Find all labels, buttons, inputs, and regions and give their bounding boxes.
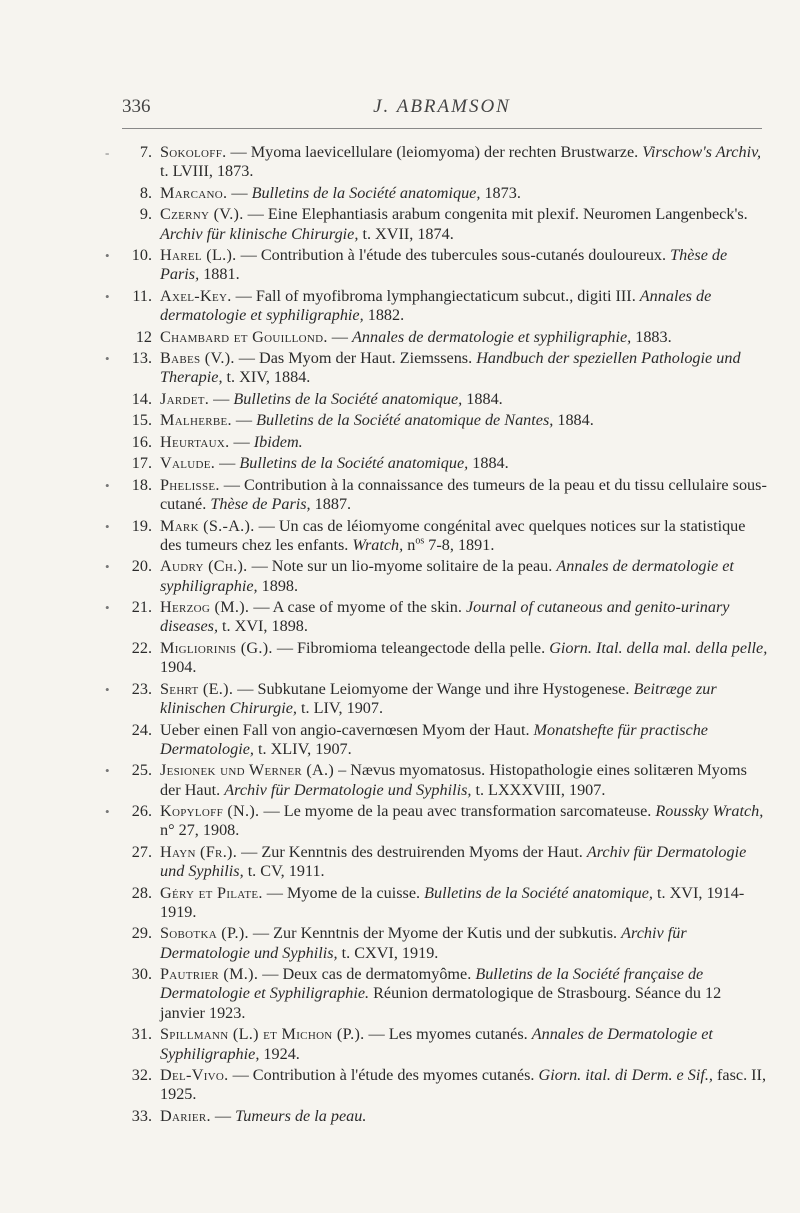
entry-author: Kopyloff (N.).: [160, 802, 260, 821]
entry-author: Sokoloff.: [160, 143, 227, 161]
entry-source-title: Annales de Dermatologie et Syphiligraphie,: [160, 1025, 713, 1063]
entry-text: — Zur Kenntnis des destruirenden Myoms der Haut.: [237, 842, 587, 861]
entry-source-title: Bulletins de la Société anatomique,: [251, 183, 481, 202]
running-title: J. ABRAMSON: [373, 96, 511, 117]
entry-source-title: Monatshefte für practische Dermatologie,: [160, 720, 708, 758]
entry-author: Axel-Key.: [160, 286, 232, 305]
entry-number: 27.: [131, 842, 152, 861]
entry-text: — Zur Kenntnis der Myome der Kutis und der subkutis.: [248, 924, 622, 943]
entry-margin-mark: •: [105, 248, 110, 264]
entry-author: Pautrier (M.).: [160, 965, 259, 984]
bibliography-entry: [105, 679, 768, 719]
bibliography-entry: [120, 1066, 768, 1105]
entry-source-title: Annales de dermatologie et syphiligraphie,: [160, 557, 734, 595]
entry-number: 10.: [131, 246, 152, 265]
entry-text: —: [229, 432, 254, 451]
bibliography-entry: [105, 286, 768, 326]
entry-text: 1882.: [363, 306, 405, 325]
entry-number: 23.: [131, 679, 152, 698]
entry-author: Phelisse.: [160, 475, 220, 494]
entry-text: 1884.: [468, 454, 509, 473]
entry-number: 21.: [131, 598, 152, 617]
entry-source-title: Thèse de Paris,: [160, 246, 728, 284]
entry-text: — Contribution à l'étude des myomes cutanés.: [228, 1066, 539, 1085]
entry-source-title: Journal of cutaneous and genito-urinary diseases,: [160, 598, 730, 636]
entry-number: 32.: [131, 1066, 152, 1085]
entry-number: 13.: [131, 349, 152, 368]
entry-number: 33.: [131, 1106, 152, 1125]
entry-text: —: [209, 389, 234, 408]
entry-number: 30.: [131, 965, 152, 984]
entry-margin-mark: •: [105, 600, 110, 616]
entry-author: Del-Vivo.: [160, 1066, 229, 1085]
entry-source-title: Giorn. Ital. della mal. della pelle,: [549, 638, 768, 657]
bibliography-list: [105, 143, 768, 1128]
entry-number: 18.: [131, 475, 152, 494]
entry-text: — Fibromioma teleangectode della pelle.: [272, 638, 550, 657]
bibliography-entry: [105, 802, 768, 841]
entry-source-title: Archiv für Dermatologie und Syphilis,: [160, 924, 687, 962]
entry-text: t. XVI, 1898.: [218, 617, 308, 636]
entry-margin-mark: •: [105, 559, 110, 575]
entry-text: t. CV, 1911.: [243, 862, 325, 881]
entry-text: — Note sur un lio-myome solitaire de la peau.: [247, 557, 557, 576]
entry-margin-mark: •: [105, 763, 110, 779]
entry-text: 1924.: [259, 1044, 300, 1063]
bibliography-entry: [120, 433, 768, 452]
entry-author: Heurtaux.: [160, 432, 230, 451]
entry-number: 7.: [139, 143, 152, 161]
entry-source-title: Bulletins de la Société anatomique,: [424, 883, 653, 902]
entry-margin-mark: •: [105, 518, 110, 534]
entry-text: t. LIV, 1907.: [296, 699, 384, 718]
entry-text: — Un cas de léiomyome congénital avec quelques notices sur la statistique des tumeurs chez les enfants.: [160, 516, 746, 554]
entry-author: Géry et Pilate.: [160, 883, 263, 902]
bibliography-entry: [105, 475, 768, 515]
bibliography-entry: [105, 598, 768, 637]
entry-text: — Contribution à l'étude des tubercules sous-cutanés douloureux.: [236, 246, 671, 265]
entry-author: Migliorinis (G.).: [160, 638, 273, 657]
entry-number: 12: [135, 327, 152, 346]
entry-author: Audry (Ch.).: [160, 557, 248, 576]
entry-author: Marcano.: [160, 183, 228, 202]
entry-number: 9.: [139, 205, 152, 224]
entry-source-title: Wratch,: [352, 535, 404, 554]
entry-text: —: [215, 454, 240, 473]
entry-margin-mark: •: [105, 804, 110, 820]
entry-source-title: Archiv für Dermatologie und Syphilis,: [160, 842, 747, 881]
entry-author: Darier.: [160, 1106, 211, 1125]
bibliography-entry: [120, 411, 768, 430]
entry-text: 7-8, 1891.: [424, 535, 495, 554]
entry-source-title: Thèse de Paris,: [210, 495, 311, 514]
bibliography-entry: [120, 184, 768, 203]
bibliography-entry: [105, 349, 768, 388]
entry-source-title: Archiv für klinische Chirurgie,: [160, 224, 359, 243]
entry-number: 22.: [131, 638, 152, 657]
entry-number: 15.: [131, 411, 152, 430]
entry-author: Jesionek und Werner (A.): [160, 761, 335, 780]
entry-text: —: [327, 327, 352, 346]
entry-number: 8.: [139, 183, 152, 202]
entry-number: 29.: [131, 924, 152, 943]
entry-text: — Fall of myofibroma lymphangiectaticum subcut., digiti III.: [231, 286, 640, 305]
entry-text: — Le myome de la peau avec transformation sarcomateuse.: [259, 802, 656, 821]
bibliography-entry: [105, 516, 768, 556]
entry-text: n: [403, 535, 416, 554]
entry-margin-mark: -: [105, 145, 110, 160]
entry-source-title: Annales de dermatologie et syphiligraphie,: [160, 286, 712, 325]
bibliography-entry: [105, 143, 768, 182]
entry-text: – Nævus myomatosus. Histopathologie eines solitæren Myoms der Haut.: [160, 761, 747, 799]
bibliography-entry: [105, 761, 768, 800]
bibliography-entry: [120, 843, 768, 882]
bibliography-entry: [120, 884, 768, 923]
entry-author: Harel (L.).: [160, 246, 237, 265]
entry-author: Jardet.: [160, 389, 210, 408]
entry-source-title: Beitræge zur klinischen Chirurgie,: [160, 679, 717, 718]
bibliography-entry: [120, 390, 768, 409]
entry-text: t. XLIV, 1907.: [253, 739, 352, 758]
entry-text: 1873.: [480, 183, 521, 202]
entry-text: —: [227, 183, 252, 202]
entry-author: Babes (V.).: [160, 349, 235, 368]
bibliography-entry: [120, 205, 768, 244]
entry-number: 28.: [131, 883, 152, 902]
entry-text: 1884.: [462, 389, 503, 408]
entry-number: 14.: [131, 389, 152, 408]
entry-text: — A case of myome of the skin.: [249, 598, 466, 617]
bibliography-entry: [120, 924, 768, 963]
entry-source-title: Roussky Wratch,: [655, 802, 764, 821]
entry-source-title: Handbuch der speziellen Pathologie und Therapie,: [160, 349, 741, 387]
header-rule: [122, 128, 762, 129]
entry-text: Réunion dermatologique de Strasbourg. Séance du 12 janvier 1923.: [160, 984, 722, 1022]
entry-text: t. CXVI, 1919.: [337, 943, 439, 962]
entry-text: Ueber einen Fall von angio-cavernœsen Myom der Haut.: [160, 720, 534, 739]
entry-text: — Deux cas de dermatomyôme.: [258, 965, 476, 984]
entry-text: — Myoma laevicellulare (leiomyoma) der rechten Brustwarze.: [226, 143, 643, 161]
entry-number: 26.: [131, 802, 152, 821]
bibliography-entry: [120, 1025, 768, 1064]
bibliography-entry: [120, 1107, 768, 1126]
entry-margin-mark: •: [105, 288, 110, 304]
entry-text: 1898.: [257, 576, 299, 595]
page-header: [122, 96, 762, 118]
entry-number: 11.: [132, 286, 152, 305]
entry-number: 25.: [131, 761, 152, 780]
entry-source-title: Virschow's Archiv,: [642, 143, 762, 161]
entry-text: t. LVIII, 1873.: [160, 162, 254, 181]
entry-source-title: Giorn. ital. di Derm. e Sif.,: [538, 1066, 713, 1085]
entry-text: 1883.: [631, 327, 672, 346]
entry-margin-mark: •: [105, 477, 110, 493]
entry-text: t. XVI, 1914-1919.: [160, 883, 745, 921]
bibliography-entry: [120, 965, 768, 1023]
entry-author: Hayn (Fr.).: [160, 842, 238, 861]
entry-source-title: Archiv für Dermatologie und Syphilis,: [224, 780, 472, 799]
entry-source-title: Tumeurs de la peau.: [235, 1106, 367, 1125]
entry-margin-mark: •: [105, 681, 110, 697]
entry-text: —: [231, 411, 257, 430]
entry-margin-mark: •: [105, 351, 110, 367]
bibliography-entry: [120, 721, 768, 760]
entry-author: Mark (S.-A.).: [160, 516, 255, 535]
entry-source-title: Bulletins de la Société française de Dermatologie et Syphiligraphie.: [160, 965, 704, 1003]
entry-text: fasc. II, 1925.: [160, 1066, 766, 1104]
bibliography-entry: [105, 246, 768, 285]
entry-source-title: Bulletins de la Société anatomique de Nantes,: [256, 411, 554, 430]
page-number: 336: [122, 96, 151, 117]
entry-author: Sobotka (P.).: [160, 924, 249, 943]
entry-author: Spillmann (L.) et Michon (P.).: [160, 1025, 365, 1044]
entry-text: t. XVII, 1874.: [358, 224, 454, 243]
bibliography-entry: [120, 639, 768, 678]
entry-text: t. LXXXVIII, 1907.: [471, 780, 606, 799]
entry-author: Malherbe.: [160, 411, 232, 430]
entry-source-title: Bulletins de la Société anatomique,: [233, 389, 463, 408]
entry-text: 1884.: [553, 411, 594, 430]
entry-text: —: [210, 1106, 236, 1125]
entry-number: 24.: [131, 720, 152, 739]
entry-superscript: os: [415, 535, 425, 547]
entry-text: — Les myomes cutanés.: [364, 1025, 532, 1044]
bibliography-entry: [120, 328, 768, 347]
entry-text: — Myome de la cuisse.: [262, 883, 425, 902]
entry-text: — Das Myom der Haut. Ziemssens.: [234, 349, 477, 368]
entry-author: Herzog (M.).: [160, 598, 250, 617]
entry-number: 20.: [131, 557, 152, 576]
entry-number: 31.: [131, 1025, 152, 1044]
entry-text: — Eine Elephantiasis arabum congenita mit plexif. Neuromen Langenbeck's.: [243, 205, 748, 224]
entry-text: n° 27, 1908.: [160, 821, 240, 840]
entry-text: — Contribution à la connaissance des tumeurs de la peau et du tissu cellulaire sous-cutané.: [160, 475, 767, 514]
entry-text: 1904.: [160, 658, 197, 677]
entry-text: 1881.: [199, 265, 240, 284]
entry-number: 19.: [131, 516, 152, 535]
entry-text: 1887.: [310, 495, 352, 514]
bibliography-entry: [120, 454, 768, 473]
entry-text: t. XIV, 1884.: [222, 368, 311, 387]
entry-source-title: Ibidem.: [253, 432, 303, 451]
entry-number: 16.: [131, 432, 152, 451]
entry-number: 17.: [131, 454, 152, 473]
entry-author: Chambard et Gouillond.: [160, 327, 328, 346]
entry-author: Sehrt (E.).: [160, 679, 234, 698]
entry-author: Czerny (V.).: [160, 205, 244, 224]
entry-source-title: Annales de dermatologie et syphiligraphie,: [352, 327, 632, 346]
bibliography-entry: [105, 557, 768, 596]
entry-text: — Subkutane Leiomyome der Wange und ihre Hystogenese.: [233, 679, 634, 698]
entry-source-title: Bulletins de la Société anatomique,: [239, 454, 469, 473]
entry-author: Valude.: [160, 454, 216, 473]
